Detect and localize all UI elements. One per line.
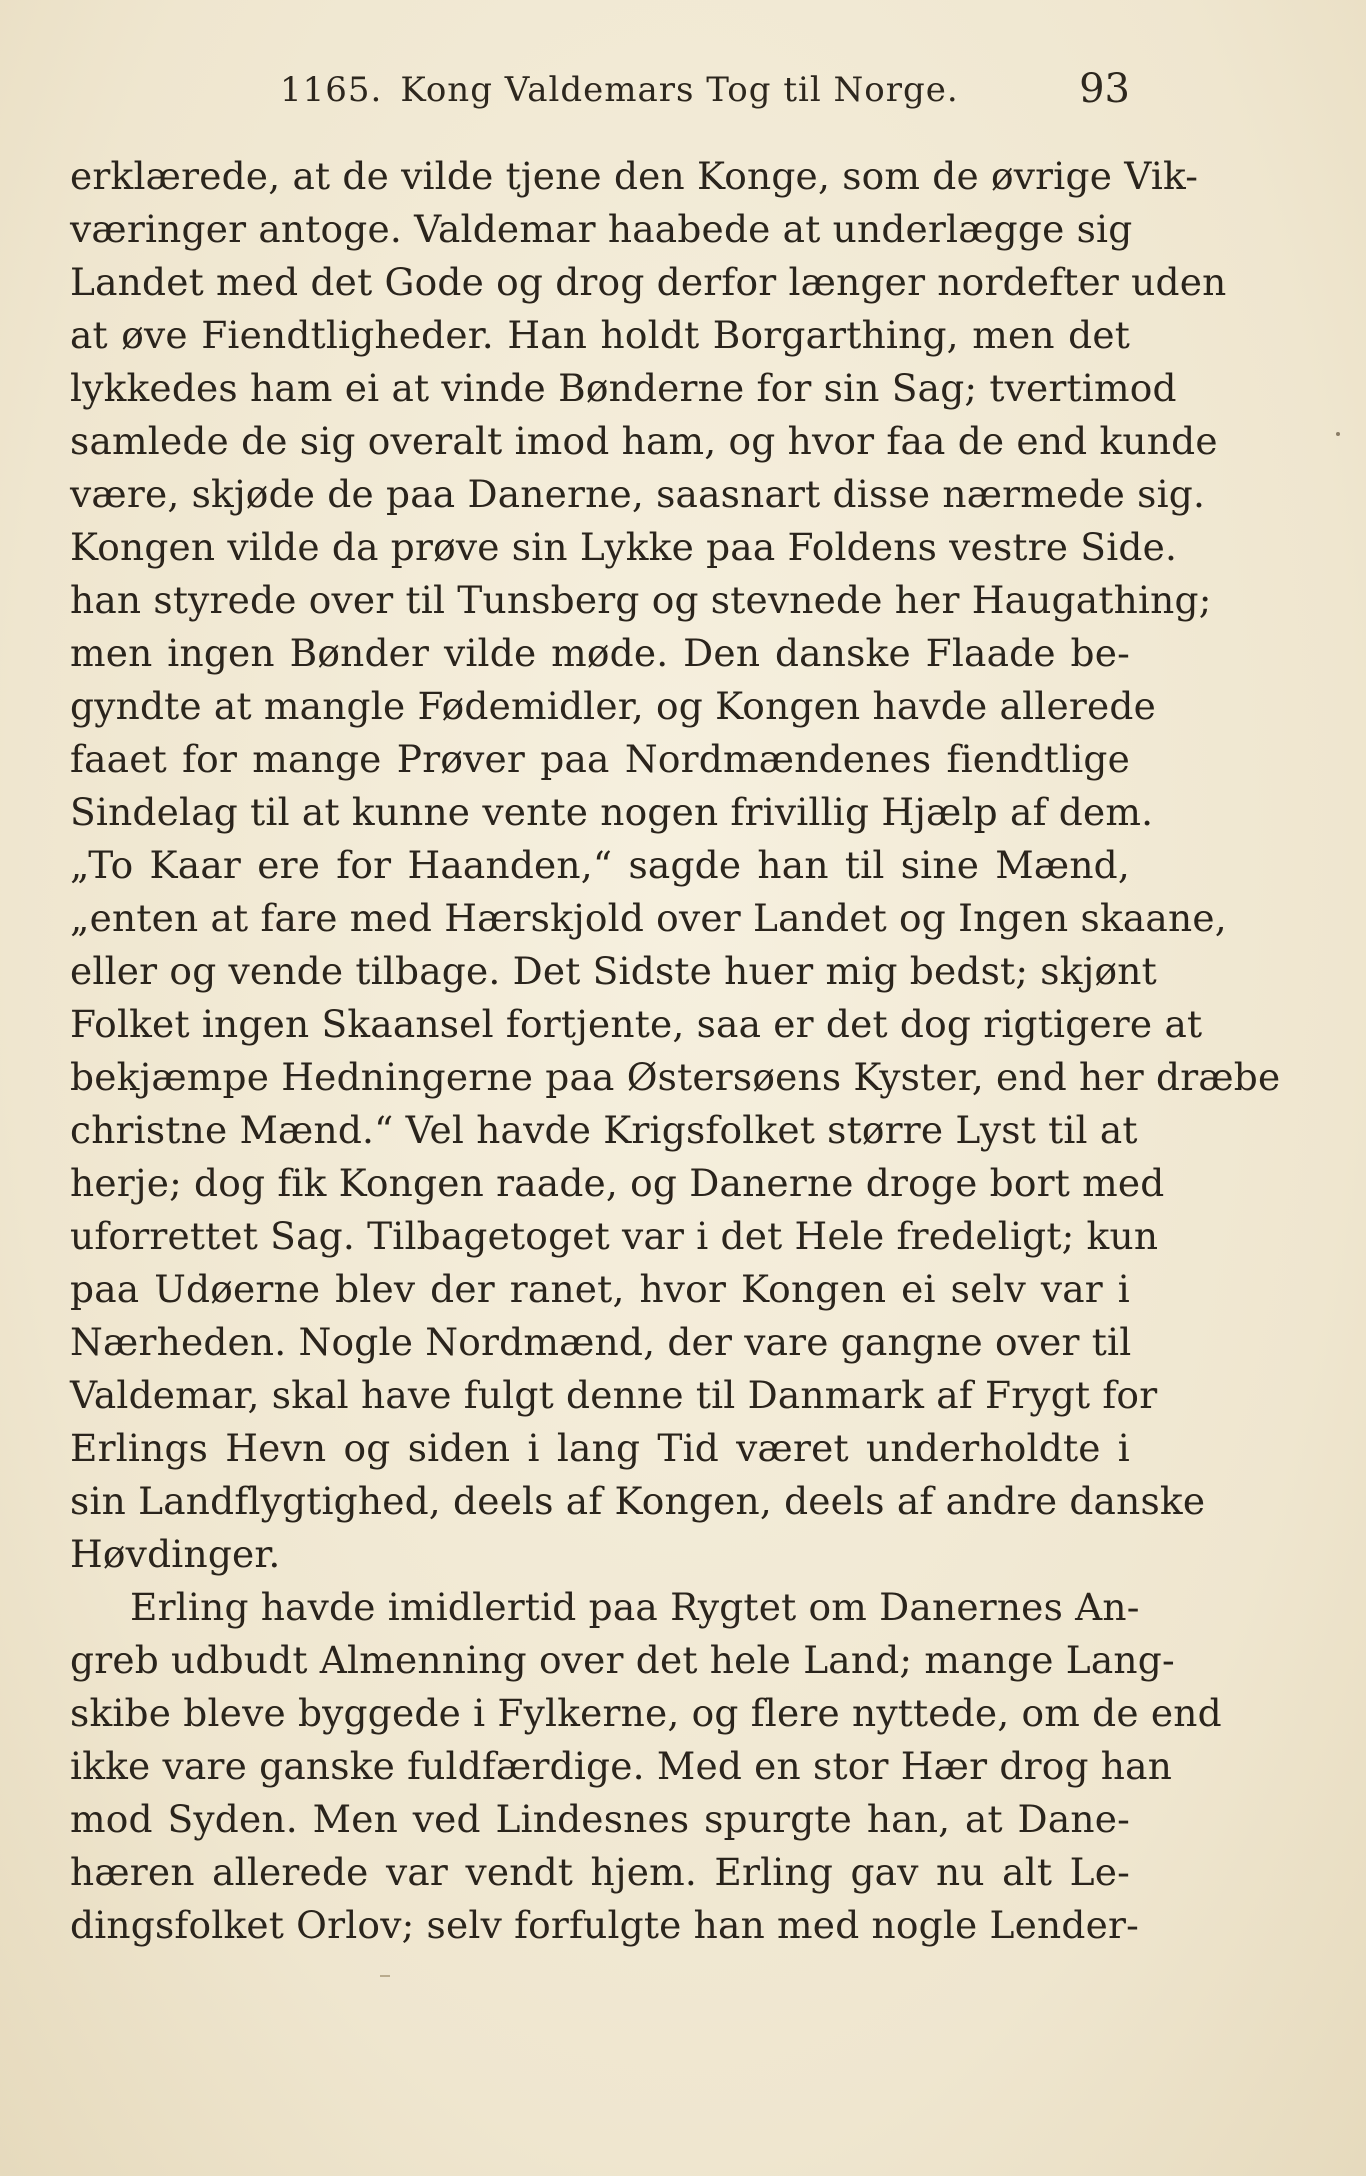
header-title: Kong Valdemars Tog til Norge. xyxy=(400,70,959,110)
text-line: lykkedes ham ei at vinde Bønderne for sin Sag; tvertimod xyxy=(70,366,1177,410)
header-year: 1165. xyxy=(280,70,383,110)
text-line: Folket ingen Skaansel fortjente, saa er det dog rigtigere at xyxy=(70,1002,1203,1046)
text-line: sin Landflygtighed, deels af Kongen, deels af andre danske xyxy=(70,1479,1206,1523)
text-line: greb udbudt Almenning over det hele Land; mange Lang- xyxy=(70,1638,1175,1682)
paragraph-1 xyxy=(70,150,1281,1581)
text-line: uforrettet Sag. Tilbagetoget var i det Hele fredeligt; kun xyxy=(70,1214,1159,1258)
text-line: hæren allerede var vendt hjem. Erling gav nu alt Le- xyxy=(70,1850,1130,1894)
text-line: Erlings Hevn og siden i lang Tid været underholdte i xyxy=(70,1426,1130,1470)
text-line: skibe bleve byggede i Fylkerne, og flere nyttede, om de end xyxy=(70,1691,1222,1735)
paper-speck xyxy=(1336,432,1340,436)
text-line: han styrede over til Tunsberg og stevnede her Haugathing; xyxy=(70,578,1212,622)
text-line: dingsfolket Orlov; selv forfulgte han med nogle Lender- xyxy=(70,1903,1140,1947)
text-line: Valdemar, skal have fulgt denne til Danmark af Frygt for xyxy=(70,1373,1158,1417)
text-line: faaet for mange Prøver paa Nordmændenes fiendtlige xyxy=(70,737,1130,781)
running-title xyxy=(280,70,959,110)
running-header xyxy=(70,62,1130,122)
text-line: bekjæmpe Hedningerne paa Østersøens Kyster, end her dræbe xyxy=(70,1055,1281,1099)
body-text xyxy=(70,150,1281,1952)
text-line: Høvdinger. xyxy=(70,1532,281,1576)
text-line: „To Kaar ere for Haanden,“ sagde han til sine Mænd, xyxy=(70,843,1130,887)
text-line: samlede de sig overalt imod ham, og hvor faa de end kunde xyxy=(70,419,1218,463)
text-line: christne Mænd.“ Vel havde Krigsfolket større Lyst til at xyxy=(70,1108,1138,1152)
text-line: at øve Fiendtligheder. Han holdt Borgarthing, men det xyxy=(70,313,1130,357)
text-line: paa Udøerne blev der ranet, hvor Kongen ei selv var i xyxy=(70,1267,1130,1311)
text-line: eller og vende tilbage. Det Sidste huer mig bedst; skjønt xyxy=(70,949,1157,993)
text-line: væringer antoge. Valdemar haabede at underlægge sig xyxy=(70,207,1133,251)
text-line: Landet med det Gode og drog derfor længer nordefter uden xyxy=(70,260,1227,304)
text-line: Kongen vilde da prøve sin Lykke paa Foldens vestre Side. xyxy=(70,525,1178,569)
text-line: mod Syden. Men ved Lindesnes spurgte han, at Dane- xyxy=(70,1797,1130,1841)
text-line: erklærede, at de vilde tjene den Konge, som de øvrige Vik- xyxy=(70,154,1199,198)
text-line: „enten at fare med Hærskjold over Landet og Ingen skaane, xyxy=(70,896,1227,940)
text-line: herje; dog fik Kongen raade, og Danerne droge bort med xyxy=(70,1161,1165,1205)
text-line: men ingen Bønder vilde møde. Den danske Flaade be- xyxy=(70,631,1130,675)
text-line: Sindelag til at kunne vente nogen frivillig Hjælp af dem. xyxy=(70,790,1154,834)
text-line: Nærheden. Nogle Nordmænd, der vare gangne over til xyxy=(70,1320,1132,1364)
text-line: gyndte at mangle Fødemidler, og Kongen havde allerede xyxy=(70,684,1156,728)
paragraph-2 xyxy=(70,1581,1222,1952)
text-line: være, skjøde de paa Danerne, saasnart disse nærmede sig. xyxy=(70,472,1206,516)
text-line: ikke vare ganske fuldfærdige. Med en stor Hær drog han xyxy=(70,1744,1173,1788)
text-line: Erling havde imidlertid paa Rygtet om Danernes An- xyxy=(130,1585,1140,1629)
page-number: 93 xyxy=(1079,66,1130,112)
paper-mark xyxy=(380,1975,390,1977)
